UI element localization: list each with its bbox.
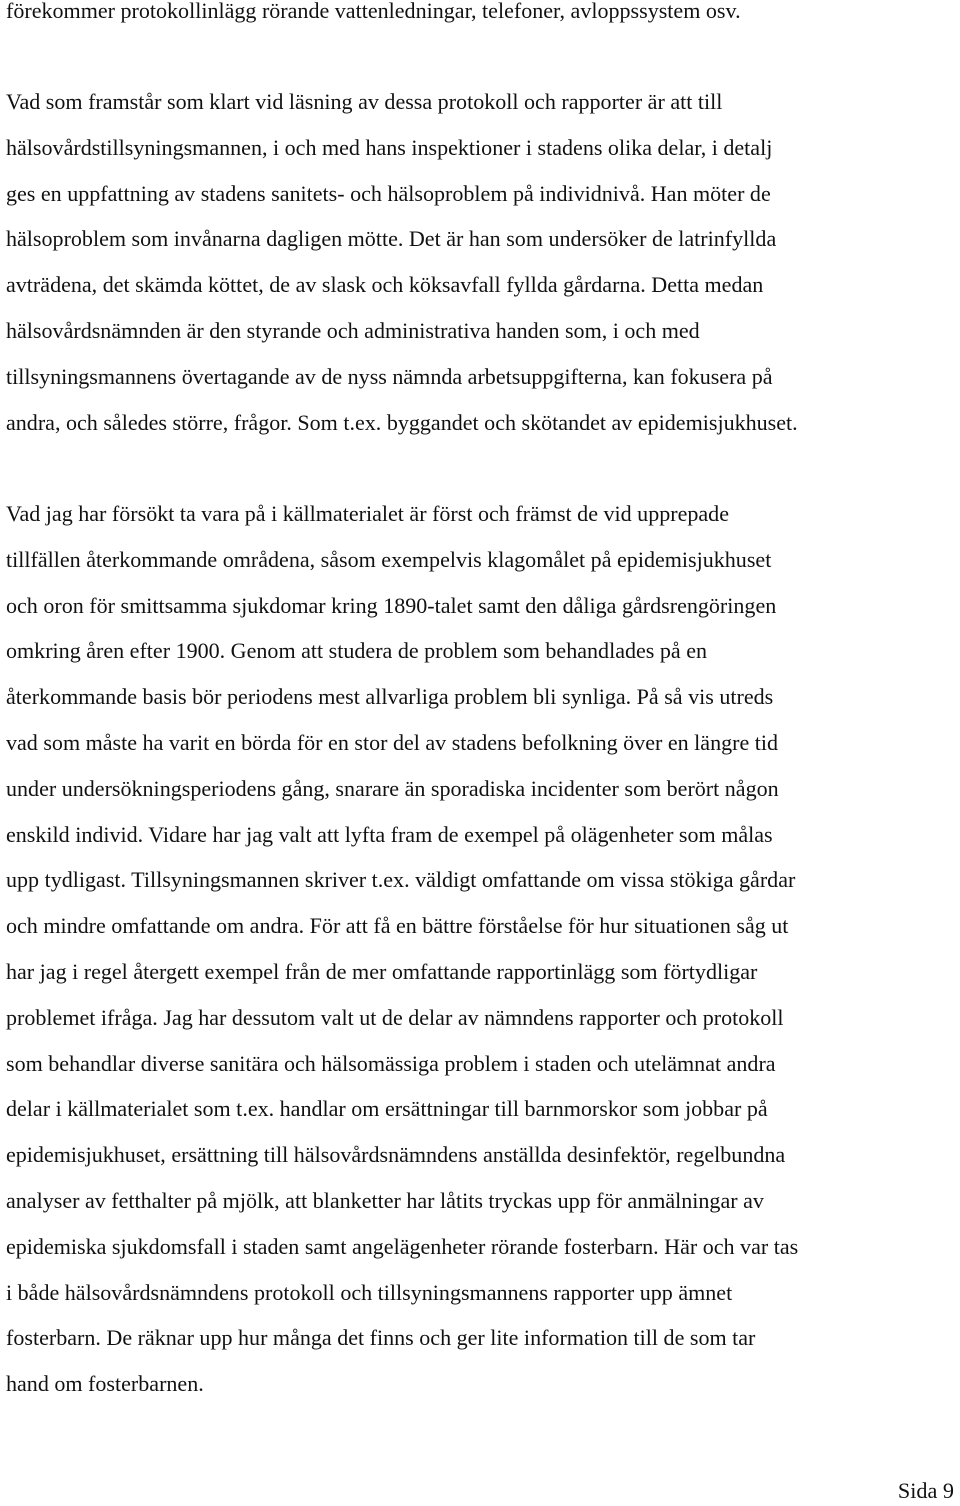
paragraph-2-line: enskild individ. Vidare har jag valt att lyfta fram de exempel på olägenheter som målas: [6, 821, 773, 847]
paragraph-1-line: hälsoproblem som invånarna dagligen mötte. Det är han som undersöker de latrinfyllda: [6, 226, 777, 252]
paragraph-2-line: har jag i regel återgett exempel från de mer omfattande rapportinlägg som förtydligar: [6, 958, 758, 984]
paragraph-1-line: hälsovårdsnämnden är den styrande och administrativa handen som, i och med: [6, 317, 700, 343]
paragraph-1-line: Vad som framstår som klart vid läsning av dessa protokoll och rapporter är att till: [6, 89, 723, 114]
fragment-line: förekommer protokollinlägg rörande vattenledningar, telefoner, avloppssystem osv.: [6, 0, 741, 23]
paragraph-1-line: andra, och således större, frågor. Som t.ex. byggandet och skötandet av epidemisjukhuset.: [6, 409, 798, 435]
paragraph-2-line: i både hälsovårdsnämndens protokoll och tillsyningsmannens rapporter upp ämnet: [6, 1279, 733, 1305]
paragraph-1-line: ges en uppfattning av stadens sanitets- och hälsoproblem på individnivå. Han möter de: [6, 180, 771, 206]
paragraph-2-line: och mindre omfattande om andra. För att få en bättre förståelse för hur situationen såg ut: [6, 913, 789, 939]
page-number: Sida 9: [897, 1478, 954, 1503]
paragraph-2-line: delar i källmaterialet som t.ex. handlar om ersättningar till barnmorskor som jobbar på: [6, 1096, 768, 1122]
paragraph-2-line: Vad jag har försökt ta vara på i källmaterialet är först och främst de vid upprepade: [6, 501, 730, 526]
paragraph-1-line: avträdena, det skämda köttet, de av slask och köksavfall fyllda gårdarna. Detta medan: [6, 272, 764, 298]
paragraph-2-line: under undersökningsperiodens gång, snarare än sporadiska incidenter som berört någon: [6, 775, 779, 801]
paragraph-2-line: tillfällen återkommande områdena, såsom exempelvis klagomålet på epidemisjukhuset: [6, 546, 772, 572]
paragraph-2-line: återkommande basis bör periodens mest allvarliga problem bli synliga. På så vis utreds: [6, 684, 774, 710]
paragraph-2-line: analyser av fetthalter på mjölk, att blanketter har låtits tryckas upp för anmälningar av: [6, 1187, 764, 1213]
paragraph-2-line: epidemisjukhuset, ersättning till hälsovårdsnämndens anställda desinfektör, regelbundna: [6, 1142, 786, 1168]
paragraph-1-line: hälsovårdstillsyningsmannen, i och med hans inspektioner i stadens olika delar, i detalj: [6, 134, 773, 160]
paragraph-2-line: som behandlar diverse sanitära och hälsomässiga problem i staden och utelämnat andra: [6, 1050, 776, 1076]
paragraph-2-line: omkring åren efter 1900. Genom att studera de problem som behandlades på en: [6, 638, 708, 664]
paragraph-1: [6, 79, 958, 445]
paragraph-2-line: hand om fosterbarnen.: [6, 1371, 204, 1397]
paragraph-2-line: fosterbarn. De räknar upp hur många det finns och ger lite information till de som tar: [6, 1325, 756, 1351]
paragraph-fragment: [6, 0, 958, 34]
paragraph-2-line: upp tydligast. Tillsyningsmannen skriver t.ex. väldigt omfattande om vissa stökiga gårdar: [6, 867, 796, 893]
paragraph-2-line: problemet ifråga. Jag har dessutom valt ut de delar av nämndens rapporter och protokoll: [6, 1004, 784, 1030]
paragraph-2-line: vad som måste ha varit en börda för en stor del av stadens befolkning över en längre tid: [6, 729, 779, 755]
paragraph-1-line: tillsyningsmannens övertagande av de nyss nämnda arbetsuppgifterna, kan fokusera på: [6, 363, 773, 389]
paragraph-2-line: epidemiska sjukdomsfall i staden samt angelägenheter rörande fosterbarn. Här och var tas: [6, 1233, 799, 1259]
paragraph-2: [6, 491, 958, 1407]
paragraph-2-line: och oron för smittsamma sjukdomar kring 1890-talet samt den dåliga gårdsrengöringen: [6, 592, 777, 618]
